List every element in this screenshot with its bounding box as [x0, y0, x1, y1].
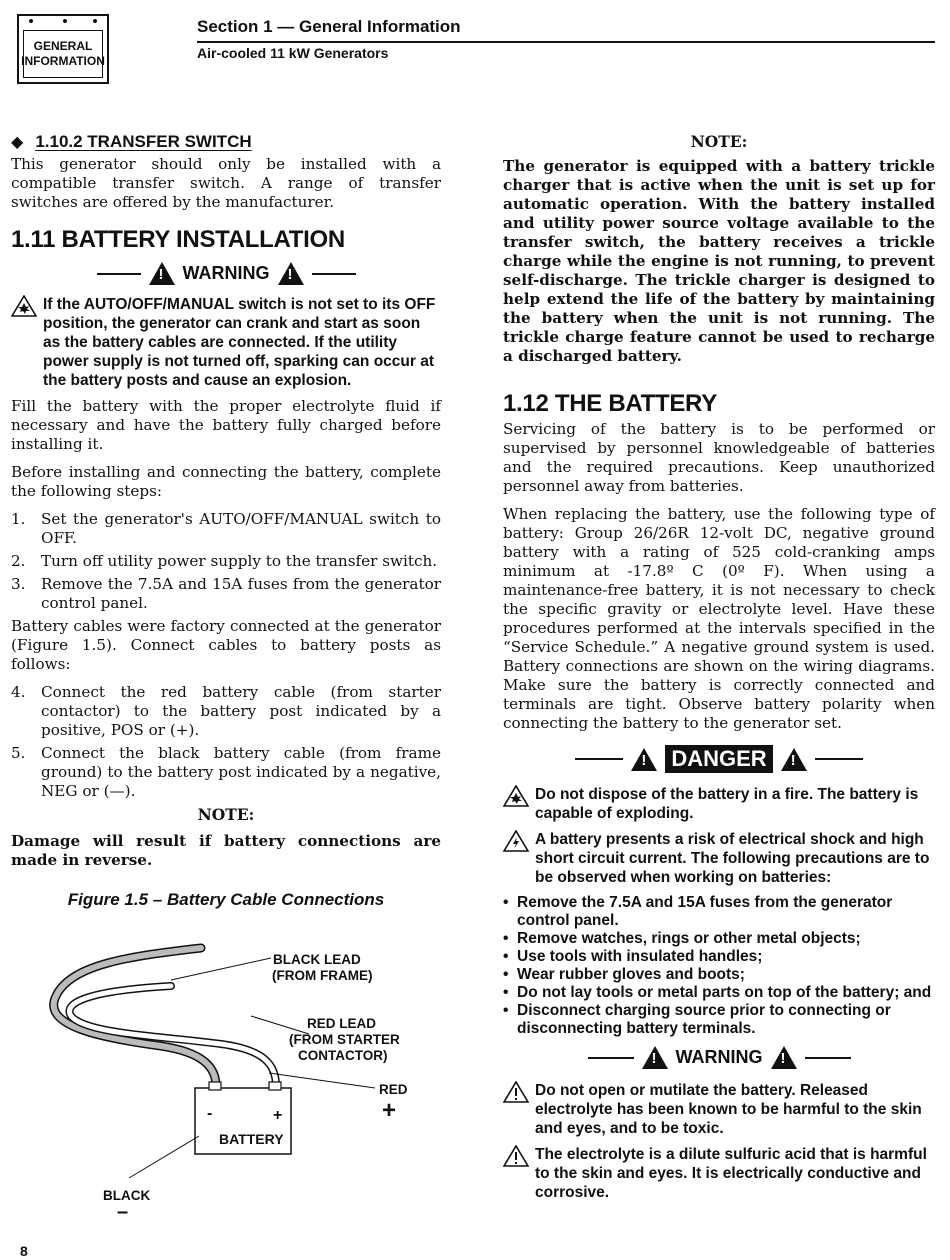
transfer-paragraph: This generator should only be installed with a compatible transfer switch. A range of transfer switches are offered by the manufacturer. — [11, 155, 441, 211]
list-item: 5. Connect the black battery cable (from frame ground) to the battery post indicated by a negative, NEG or (—). — [11, 744, 441, 800]
black-lead-label-2: (FROM FRAME) — [272, 968, 373, 983]
danger-fire: Do not dispose of the battery in a fire. The battery is capable of exploding. — [503, 785, 935, 823]
list-item: • Disconnect charging source prior to connecting or disconnecting battery terminals. — [503, 1002, 891, 1037]
warning-mutilate: Do not open or mutilate the battery. Released electrolyte has been known to be harmful to the skin and eyes, and to be toxic. — [503, 1081, 935, 1138]
section-badge — [17, 14, 109, 84]
red-label: RED — [379, 1082, 408, 1097]
list-item: 3. Remove the 7.5A and 15A fuses from the generator control panel. — [11, 575, 441, 612]
page-number: 8 — [20, 1243, 28, 1259]
before-paragraph: Before installing and connecting the battery, complete the following steps: — [11, 463, 441, 500]
warning-triangle-icon — [278, 262, 304, 285]
list-item: • Use tools with insulated handles; — [503, 948, 763, 965]
note-label: NOTE: — [690, 132, 748, 151]
steps-list-b — [11, 683, 441, 801]
note-label: NOTE: — [197, 805, 255, 824]
warning-triangle-icon — [771, 1046, 797, 1069]
service-paragraph: Servicing of the battery is to be performed or supervised by personnel knowledgeable of batteries and the required precautions. Keep unauthorized personnel away from batteries. — [503, 420, 935, 495]
list-item: 4. Connect the red battery cable (from starter contactor) to the battery post indicated by a positive, POS or (+). — [11, 683, 441, 739]
right-column — [503, 132, 935, 1209]
warning-triangle-icon — [631, 748, 657, 771]
warning-banner — [503, 1046, 935, 1069]
black-lead-label-1: BLACK LEAD — [273, 952, 361, 967]
explosion-hazard-icon — [503, 785, 535, 823]
trickle-note: The generator is equipped with a battery trickle charger that is active when the unit is set up for automatic operation. With the battery installed and utility power source voltage available to the transfer switch, the battery receives a trickle charge while the engine is not running, to prevent self-discharge. The trickle charger is designed to help extend the life of the battery by maintaining the battery when the unit is not running. The trickle charge feature cannot be used to recharge a discharged battery. — [503, 157, 935, 365]
black-minus-label: – — [117, 1201, 129, 1216]
section-subtitle: Air-cooled 11 kW Generators — [197, 45, 389, 61]
warning-banner — [11, 262, 441, 285]
danger-label: DANGER — [665, 745, 772, 773]
heading-1-10-2: ◆ 1.10.2 TRANSFER SWITCH — [11, 132, 252, 151]
electrical-hazard-icon — [503, 830, 535, 887]
danger-banner — [503, 745, 935, 773]
list-item: • Do not lay tools or metal parts on top of the battery; and — [503, 984, 932, 1001]
note-text: Damage will result if battery connections are made in reverse. — [11, 832, 441, 869]
battery-minus-label: - — [207, 1105, 213, 1122]
list-item: • Wear rubber gloves and boots; — [503, 966, 745, 983]
badge-line-1: GENERAL — [33, 39, 93, 53]
badge-line-2: INFORMATION — [21, 54, 105, 68]
warning-label: WARNING — [182, 263, 270, 283]
red-plus-label: + — [382, 1097, 397, 1124]
list-item: • Remove the 7.5A and 15A fuses from the generator control panel. — [503, 894, 893, 929]
battery-plus-label: + — [273, 1107, 283, 1124]
fill-paragraph: Fill the battery with the proper electrolyte fluid if necessary and have the battery fully charged before installing it. — [11, 397, 441, 453]
danger-shock: A battery presents a risk of electrical shock and high short circuit current. The following precautions are to be observed when working on batteries: — [503, 830, 935, 887]
caution-icon — [503, 1145, 535, 1202]
precaution-list — [503, 894, 935, 1038]
warning-triangle-icon — [781, 748, 807, 771]
list-item: 1. Set the generator's AUTO/OFF/MANUAL switch to OFF. — [11, 510, 441, 547]
list-item: 2. Turn off utility power supply to the transfer switch. — [11, 552, 438, 570]
battery-label: BATTERY — [219, 1131, 284, 1147]
explosion-hazard-icon — [11, 295, 43, 390]
list-item: • Remove watches, rings or other metal objects; — [503, 930, 861, 947]
red-lead-label-3: CONTACTOR) — [298, 1048, 388, 1063]
diamond-icon: ◆ — [11, 134, 24, 151]
warning-explosion: If the AUTO/OFF/MANUAL switch is not set to its OFF position, the generator can crank and start as soon as the battery cables are connected. If the utility power supply is not turned off, sparking can occur at the battery posts and cause an explosion. — [11, 295, 441, 390]
steps-list-a — [11, 510, 441, 613]
battery-cable-diagram — [11, 916, 441, 1216]
warning-triangle-icon — [149, 262, 175, 285]
heading-1-12: 1.12 THE BATTERY — [503, 390, 717, 417]
red-lead-label-1: RED LEAD — [307, 1016, 377, 1031]
replace-paragraph: When replacing the battery, use the following type of battery: Group 26/26R 12-volt DC, negative ground battery with a rating of 525 cold-cranking amps minimum at -17.8º C (0º F). When using a maintenance-free battery, it is not necessary to check the specific gravity or electrolyte level. Have these procedures performed at the intervals specified in the “Service Schedule.” A negative ground system is used. Battery connections are shown on the wiring diagrams. Make sure the battery is correctly connected and terminals are tight. Observe battery polarity when connecting the battery to the generator set. — [503, 505, 935, 732]
warning-triangle-icon — [642, 1046, 668, 1069]
header-rule — [197, 41, 935, 43]
cables-paragraph: Battery cables were factory connected at the generator (Figure 1.5). Connect cables to battery posts as follows: — [11, 617, 441, 673]
warning-label: WARNING — [675, 1047, 763, 1067]
section-title: Section 1 — General Information — [197, 17, 461, 36]
figure-caption: Figure 1.5 – Battery Cable Connections — [67, 890, 385, 909]
black-label: BLACK — [103, 1188, 151, 1203]
left-column — [11, 132, 441, 1216]
red-lead-label-2: (FROM STARTER — [289, 1032, 400, 1047]
heading-1-11: 1.11 BATTERY INSTALLATION — [11, 226, 345, 253]
warning-electrolyte: The electrolyte is a dilute sulfuric acid that is harmful to the skin and eyes. It is electrically conductive and corrosive. — [503, 1145, 935, 1202]
caution-icon — [503, 1081, 535, 1138]
